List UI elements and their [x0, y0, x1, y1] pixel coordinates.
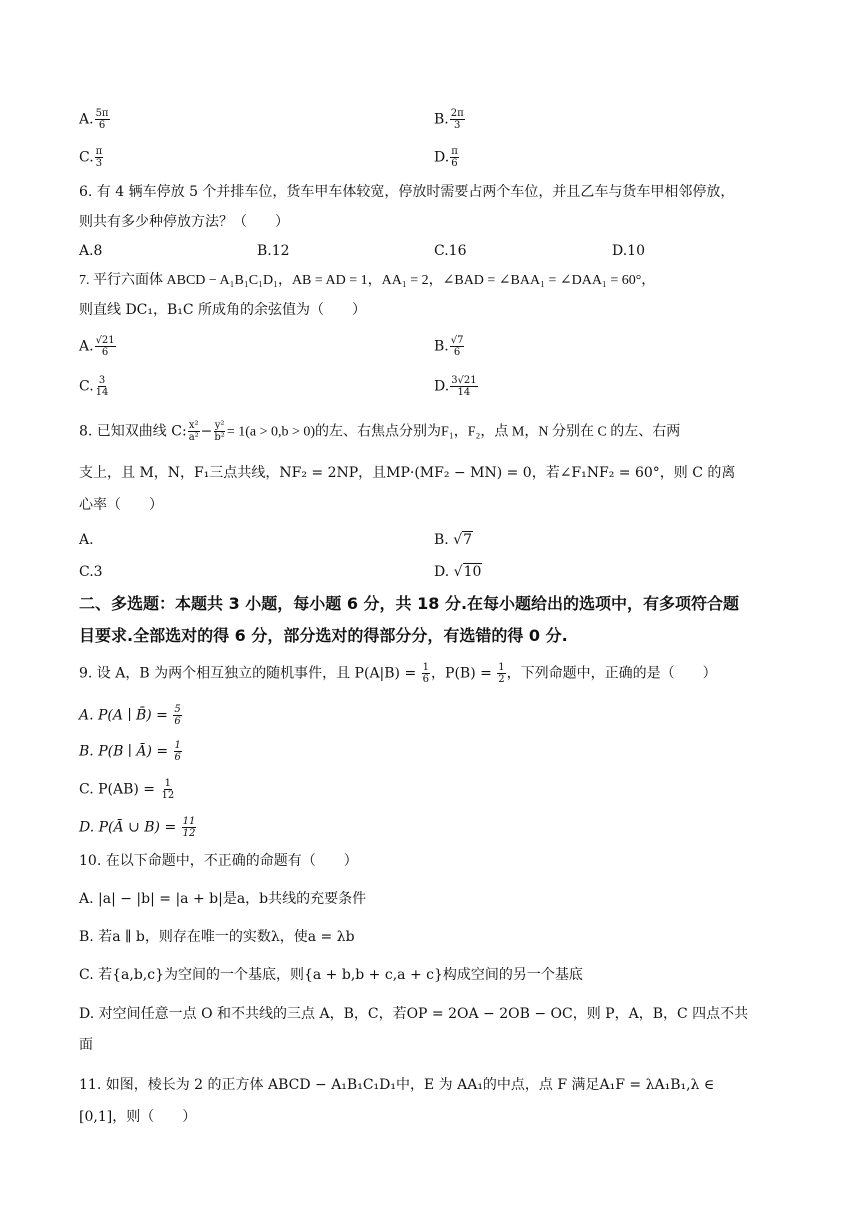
- q5-option-d: [434, 146, 460, 169]
- fraction: [174, 740, 182, 763]
- denominator: 3: [454, 120, 461, 131]
- q10-option-d-line2: 面: [79, 1037, 93, 1053]
- numerator: 1: [164, 778, 172, 789]
- q10-option-b: B. 若a ∥ b，则存在唯一的实数λ，使a = λb: [79, 929, 355, 945]
- fraction: [497, 662, 505, 685]
- minus-sign: −: [200, 423, 213, 440]
- q11-stem-line1: 11. 如图，棱长为 2 的正方体 ABCD − A₁B₁C₁D₁中，E 为 AA₁的中点，点 F 满足A₁F = λA₁B₁,λ ∈: [79, 1077, 715, 1093]
- q8-stem-line1: [79, 420, 680, 443]
- option-label: A.: [79, 338, 94, 355]
- option-text: C. P(AB) =: [79, 781, 160, 798]
- numerator: 3√21: [451, 375, 477, 386]
- numerator: 5π: [95, 108, 109, 119]
- q5-option-b: [434, 108, 466, 131]
- fraction: [450, 108, 465, 131]
- denominator: 6: [98, 120, 106, 131]
- numerator: x²: [188, 420, 199, 431]
- denominator: 6: [451, 158, 458, 169]
- q6-stem-line2: 则共有多少种停放方法？（ ）: [79, 214, 289, 230]
- numerator: √21: [95, 335, 115, 346]
- q7-option-c: [79, 375, 110, 398]
- q7-stem-line2: 则直线 DC₁，B₁C 所成角的余弦值为（ ）: [79, 302, 367, 318]
- option-text: D. P(Ā ∪ B) =: [79, 819, 181, 836]
- fraction: [450, 375, 477, 398]
- q11-stem-line2: [0,1]，则（ ）: [79, 1109, 197, 1125]
- q8-option-c: C.3: [79, 564, 103, 580]
- q7-stem-line1: 7. 平行六面体 ABCD − A₁B₁C₁D₁，AB = AD = 1，AA₁ = 2，∠BAD = ∠BAA₁ = ∠DAA₁ = 60°，: [79, 273, 656, 288]
- q6-option-a: A.8: [79, 243, 103, 259]
- section-heading-line1: 二、多选题：本题共 3 小题，每小题 6 分，共 18 分.在每小题给出的选项中，有多项符合题: [79, 594, 740, 613]
- q10-option-c: C. 若{a,b,c}为空间的一个基底，则{a + b,b + c,a + c}构成空间的另一个基底: [79, 967, 583, 983]
- option-label: D.: [434, 149, 450, 166]
- q8-option-d: [434, 563, 482, 581]
- q5-option-a: [79, 108, 111, 131]
- fraction: [95, 146, 104, 169]
- fraction: [95, 335, 116, 358]
- sqrt-icon: √: [453, 532, 463, 548]
- denominator: 12: [161, 790, 175, 801]
- denominator: 2: [498, 674, 505, 685]
- q7-option-d: [434, 375, 479, 398]
- q7-option-a: [79, 335, 117, 358]
- q7-option-b: [434, 335, 465, 358]
- q5-option-c: [79, 146, 104, 169]
- option-label: D.: [434, 564, 454, 580]
- q8-stem-line3: 心率（ ）: [79, 497, 163, 513]
- q10-option-a: A. |a| − |b| = |a + b|是a，b共线的充要条件: [79, 891, 367, 907]
- section-heading-line2: 目要求.全部选对的得 6 分，部分选对的得部分分，有选错的得 0 分.: [79, 626, 568, 645]
- denominator: 6: [453, 347, 461, 358]
- option-label: C.: [79, 378, 94, 395]
- numerator: 3: [98, 375, 106, 386]
- stem-text: = 1(a > 0,b > 0)的左、右焦点分别为F₁，F₂，点 M，N 分别在 C 的左、右两: [226, 424, 681, 440]
- q8-option-a: A.: [79, 532, 94, 548]
- q8-stem-line2: 支上，且 M，N，F₁三点共线，NF₂ = 2NP，且MP·(MF₂ − MN) = 0，若∠F₁NF₂ = 60°，则 C 的离: [79, 465, 736, 481]
- option-label: A.: [79, 111, 94, 128]
- numerator: 1: [174, 740, 181, 751]
- fraction: [161, 778, 176, 801]
- q8-option-b: [434, 531, 473, 549]
- denominator: b²: [214, 432, 225, 443]
- fraction: [450, 335, 465, 358]
- q9-stem: [79, 662, 717, 685]
- numerator: 1: [498, 662, 505, 673]
- q6-option-c: C.16: [434, 243, 467, 259]
- stem-text: ，下列命题中，正确的是（ ）: [506, 665, 717, 682]
- denominator: 6: [101, 347, 109, 358]
- sqrt-icon: √: [453, 564, 463, 580]
- numerator: √7: [450, 335, 464, 346]
- denominator: 6: [174, 752, 181, 763]
- q6-stem-line1: 6. 有 4 辆车停放 5 个并排车位，货车甲车体较宽，停放时需要占两个车位，并且乙车与货车甲相邻停放，: [79, 184, 735, 200]
- stem-text: 9. 设 A，B 为两个相互独立的随机事件，且 P(A|B) =: [79, 665, 421, 682]
- q9-option-a: [79, 704, 183, 727]
- fraction: [95, 375, 110, 398]
- q9-option-b: [79, 740, 183, 763]
- option-label: D.: [434, 378, 450, 395]
- numerator: 11: [182, 816, 196, 827]
- denominator: 3: [95, 158, 103, 169]
- radicand: 10: [463, 564, 482, 580]
- stem-text: 8. 已知双曲线 C:: [79, 423, 187, 440]
- fraction: [422, 662, 430, 685]
- fraction: [450, 146, 459, 169]
- denominator: a²: [188, 432, 199, 443]
- q10-option-d-line1: D. 对空间任意一点 O 和不共线的三点 A，B，C，若OP = 2OA − 2OB − OC，则 P，A，B，C 四点不共: [79, 1006, 749, 1022]
- denominator: 12: [182, 828, 196, 839]
- option-label: B.: [434, 532, 454, 548]
- numerator: 1: [422, 662, 430, 673]
- radicand: 7: [463, 532, 473, 548]
- denominator: 6: [422, 674, 430, 685]
- fraction: [173, 704, 181, 727]
- numerator: π: [451, 146, 458, 157]
- fraction: [213, 420, 225, 443]
- q6-option-b: B.12: [257, 243, 290, 259]
- numerator: π: [95, 146, 103, 157]
- fraction: [188, 420, 200, 443]
- option-label: B.: [434, 338, 449, 355]
- option-text: A. P(A ∣ B̄) =: [79, 707, 173, 724]
- denominator: 14: [95, 387, 109, 398]
- numerator: y²: [214, 420, 225, 431]
- fraction: [95, 108, 110, 131]
- option-text: B. P(B ∣ Ā) =: [79, 743, 173, 760]
- q9-option-c: [79, 778, 176, 801]
- option-label: C.: [79, 149, 94, 166]
- denominator: 6: [174, 716, 181, 727]
- q6-option-d: D.10: [612, 243, 645, 259]
- numerator: 5: [174, 704, 181, 715]
- fraction: [182, 816, 197, 839]
- option-label: B.: [434, 111, 449, 128]
- numerator: 2π: [450, 108, 464, 119]
- q9-option-d: [79, 816, 197, 839]
- denominator: 14: [457, 387, 471, 398]
- q10-stem: 10. 在以下命题中，不正确的命题有（ ）: [79, 853, 358, 869]
- stem-text: ，P(B) =: [431, 665, 497, 682]
